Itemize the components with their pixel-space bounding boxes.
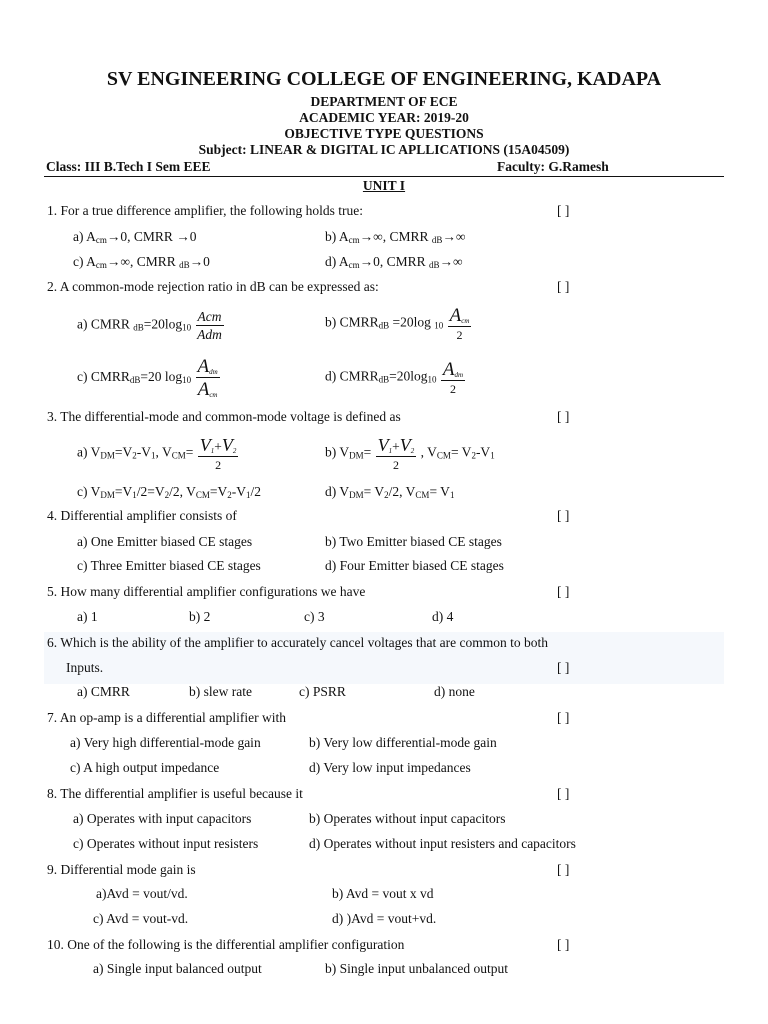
unit-heading: UNIT I [362,178,406,193]
academic-year: ACADEMIC YEAR: 2019-20 [299,110,469,125]
q1-option-b: b) $A_{cm}\to\infty$, CMRR $_{dB}$→∞ [325,229,466,245]
q3-text: 3. The differential-mode and common-mode voltage is defined as [47,409,401,424]
q8-option-b: b) Operates without input capacitors [309,811,506,826]
q8-bracket: [ ] [557,786,570,801]
q10-text: 10. One of the following is the differential amplifier configuration [47,937,405,952]
q1-option-a: a) $A_{cm}\to 0$, CMRR →0 [73,229,197,245]
q2-option-b: b) $CMRR_{dB} =20\log$ $_{10}$ $\frac{\text{Acm}}{2}$ [325,305,470,342]
q1-option-d: d) $A_{cm}\to 0$, CMRR $_{dB}$→∞ [325,254,463,270]
q2-option-c: c) $CMRR_{dB}=20$ $\log_{10}$ $\frac{\text{Adm}}{\text{Acm}}$ [77,356,218,400]
q4-text: 4. Differential amplifier consists of [47,508,237,523]
q2-bracket: [ ] [557,279,570,294]
q9-bracket: [ ] [557,862,570,877]
q5-bracket: [ ] [557,584,570,599]
subject: Subject: LINEAR & DIGITAL IC APLLICATIONS (15A04509) [198,142,570,157]
q3-option-d: d) $V_{DM}= V_2/2$, $V_{CM}= V_1$ [325,484,455,500]
faculty-info: Faculty: G.Ramesh [497,159,609,174]
q4-option-a: a) One Emitter biased CE stages [77,534,253,549]
q6-text-cont: Inputs. [66,660,104,675]
q1-text: 1. For a true difference amplifier, the following holds true: [47,203,363,218]
q7-text: 7. An op-amp is a differential amplifier with [47,710,286,725]
department: DEPARTMENT OF ECE [310,94,458,109]
q5-text: 5. How many differential amplifier configurations we have [47,584,366,599]
q3-bracket: [ ] [557,409,570,424]
q10-option-a: a) Single input balanced output [93,961,262,976]
q1-bracket: [ ] [557,203,570,218]
q4-option-c: c) Three Emitter biased CE stages [77,558,261,573]
q7-option-c: c) A high output impedance [70,760,220,775]
q3-option-b: b) $V_{DM}=$ $\frac{V1+V2}{2}$ , $V_{CM}= V_2-V_1$ [325,435,495,472]
q8-option-a: a) Operates with input capacitors [73,811,252,826]
q4-bracket: [ ] [557,508,570,523]
q6-option-d: d) none [434,684,475,699]
q4-option-b: b) Two Emitter biased CE stages [325,534,502,549]
q1-option-c: c) $A_{cm}\to\infty$, CMRR $_{dB}$→0 [73,254,210,270]
q10-option-b: b) Single input unbalanced output [325,961,508,976]
q10-bracket: [ ] [557,937,570,952]
q4-option-d: d) Four Emitter biased CE stages [325,558,504,573]
q7-option-a: a) Very high differential-mode gain [70,735,261,750]
header-divider [44,176,724,177]
q8-option-d: d) Operates without input resisters and capacitors [309,836,576,851]
q6-text: 6. Which is the ability of the amplifier to accurately cancel voltages that are common to both [47,635,548,650]
q5-option-c: c) 3 [304,609,325,624]
q7-option-d: d) Very low input impedances [309,760,471,775]
q9-option-a: a)Avd = vout/vd. [96,886,188,901]
q6-option-b: b) slew rate [189,684,252,699]
q6-option-a: a) CMRR [77,684,130,699]
q3-option-c: c) $V_{DM}=V_1/2=V_2/2$, $V_{CM}=V_2-V_1/2$ [77,484,262,500]
q7-bracket: [ ] [557,710,570,725]
q9-text: 9. Differential mode gain is [47,862,196,877]
q3-option-a: a) $V_{DM}=V_2-V_1$, $V_{CM}=$ $\frac{V1+V2}{2}$ [77,435,237,472]
college-title: SV ENGINEERING COLLEGE OF ENGINEERING, KADAPA [106,68,662,90]
q6-option-c: c) PSRR [299,684,346,699]
q7-option-b: b) Very low differential-mode gain [309,735,497,750]
question-type: OBJECTIVE TYPE QUESTIONS [284,126,484,141]
q9-option-c: c) Avd = vout-vd. [93,911,189,926]
q6-bracket: [ ] [557,660,570,675]
q5-option-a: a) 1 [77,609,98,624]
q5-option-d: d) 4 [432,609,454,624]
q5-option-b: b) 2 [189,609,211,624]
q2-option-d: d) $CMRR_{dB}=20\log_{10}$ $\frac{\text{Adm}}{2}$ [325,359,464,396]
class-info: Class: III B.Tech I Sem EEE [46,159,211,174]
q9-option-b: b) Avd = vout x vd [332,886,434,901]
q2-text: 2. A common-mode rejection ratio in dB can be expressed as: [47,279,379,294]
q8-option-c: c) Operates without input resisters [73,836,259,851]
q9-option-d: d) )Avd = vout+vd. [332,911,437,926]
q2-option-a: a) CMRR $_{dB}=20\log_{10}$ $\frac{\text{Acm}}{\text{Adm}}$ [77,309,222,342]
q8-text: 8. The differential amplifier is useful because it [47,786,303,801]
